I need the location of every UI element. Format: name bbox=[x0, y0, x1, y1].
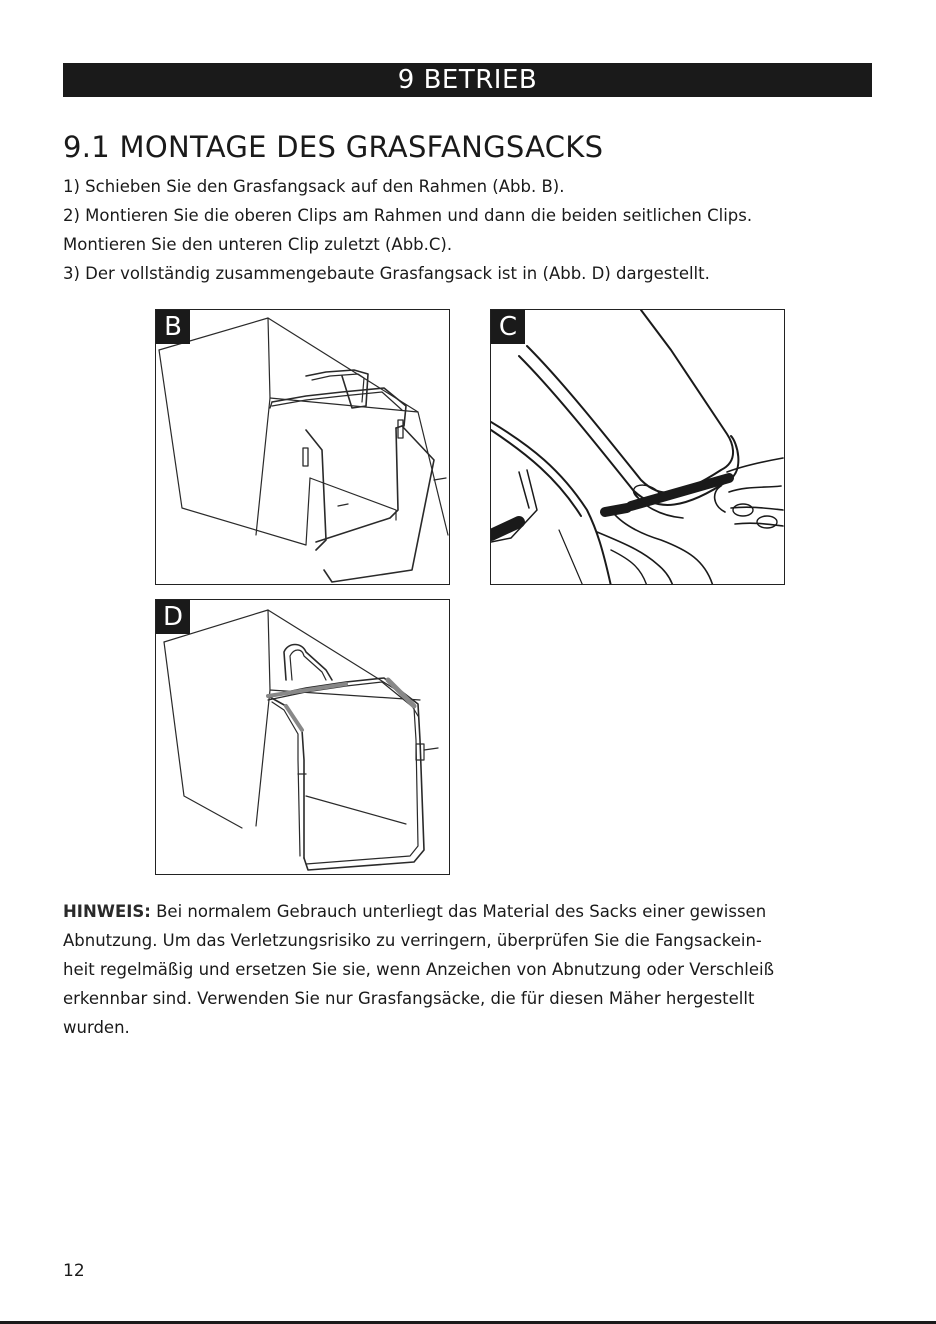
figure-b-illustration bbox=[156, 310, 450, 585]
note-line-3: heit regelmäßig und ersetzen Sie sie, wenn Anzeichen von Abnutzung oder Verschleiß bbox=[63, 960, 775, 979]
note-line-5: wurden. bbox=[63, 1018, 130, 1037]
instruction-steps bbox=[63, 172, 893, 288]
figure-d-label: D bbox=[156, 600, 190, 634]
step-2-continued: Montieren Sie den unteren Clip zuletzt (Abb.C). bbox=[63, 235, 453, 254]
step-1: 1) Schieben Sie den Grasfangsack auf den Rahmen (Abb. B). bbox=[63, 177, 565, 196]
figure-d-illustration bbox=[156, 600, 450, 875]
note-line-2: Abnutzung. Um das Verletzungsrisiko zu verringern, überprüfen Sie die Fangsackein- bbox=[63, 931, 762, 950]
figure-d bbox=[155, 599, 450, 875]
note-line-1 bbox=[63, 897, 875, 926]
note-lead: HINWEIS: bbox=[63, 902, 151, 921]
figure-c-label: C bbox=[491, 310, 525, 344]
figure-b-label: B bbox=[156, 310, 190, 344]
figure-c bbox=[490, 309, 785, 585]
figure-c-illustration bbox=[491, 310, 785, 585]
figure-b bbox=[155, 309, 450, 585]
note-paragraph bbox=[63, 897, 875, 1042]
step-3: 3) Der vollständig zusammengebaute Grasfangsack ist in (Abb. D) dargestellt. bbox=[63, 264, 710, 283]
subsection-title: 9.1 MONTAGE DES GRASFANGSACKS bbox=[63, 130, 604, 164]
page-number: 12 bbox=[63, 1261, 85, 1281]
step-2: 2) Montieren Sie die oberen Clips am Rahmen und dann die beiden seitlichen Clips. bbox=[63, 206, 753, 225]
section-title-bar bbox=[63, 63, 872, 97]
section-title: 9 BETRIEB bbox=[397, 65, 538, 95]
note-line-1-text: Bei normalem Gebrauch unterliegt das Material des Sacks einer gewissen bbox=[150, 902, 767, 921]
note-line-4: erkennbar sind. Verwenden Sie nur Grasfangsäcke, die für diesen Mäher hergestellt bbox=[63, 989, 755, 1008]
